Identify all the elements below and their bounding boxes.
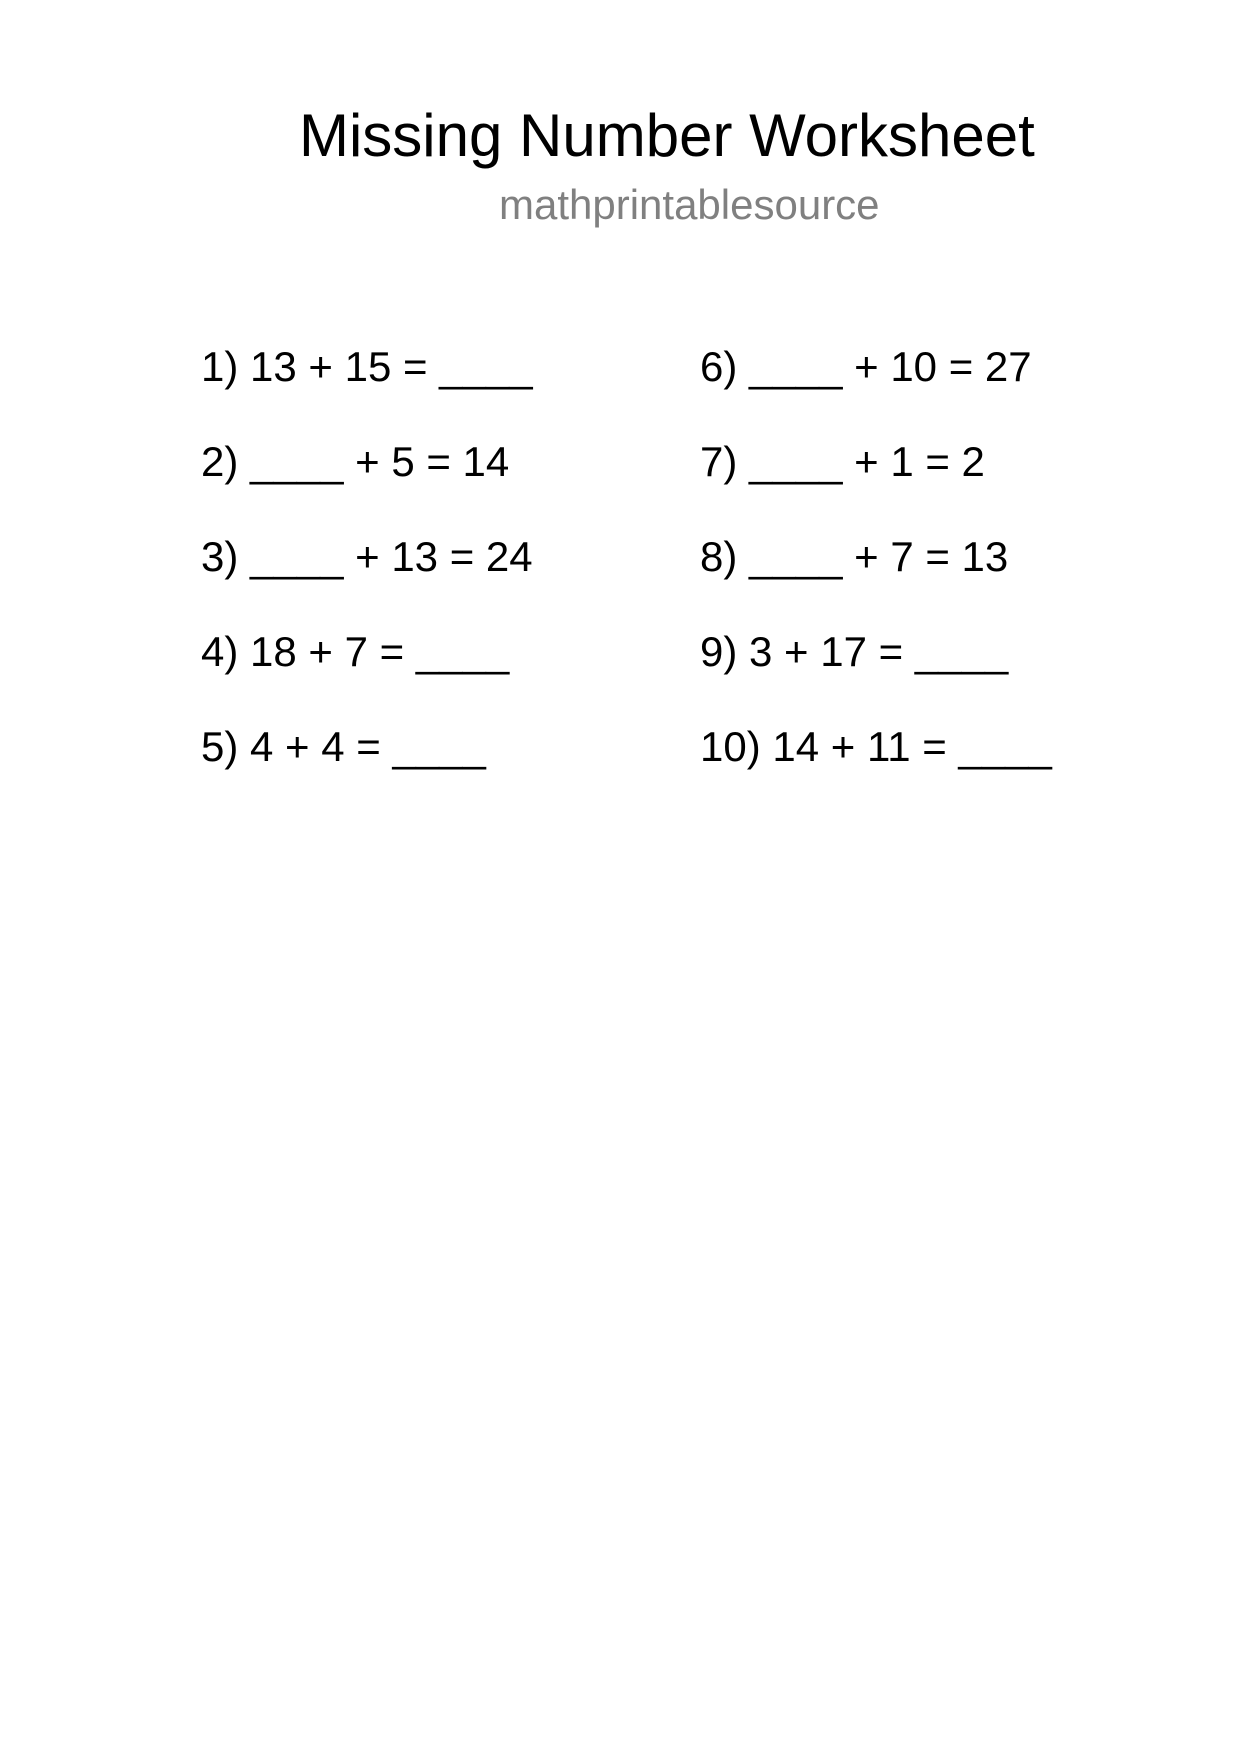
worksheet-subtitle: mathprintablesource <box>499 181 880 228</box>
problem-6: 6) ____ + 10 = 27 <box>700 343 1032 390</box>
problem-1: 1) 13 + 15 = ____ <box>201 343 533 390</box>
problem-10: 10) 14 + 11 = ____ <box>700 723 1052 770</box>
problem-4: 4) 18 + 7 = ____ <box>201 628 510 675</box>
problem-2: 2) ____ + 5 = 14 <box>201 438 510 485</box>
problem-8: 8) ____ + 7 = 13 <box>700 533 1009 580</box>
worksheet-title: Missing Number Worksheet <box>299 102 1035 169</box>
problems-column-right <box>700 342 1052 817</box>
problem-5: 5) 4 + 4 = ____ <box>201 723 486 770</box>
problem-9: 9) 3 + 17 = ____ <box>700 628 1009 675</box>
problems-column-left <box>201 342 533 817</box>
problem-7: 7) ____ + 1 = 2 <box>700 438 985 485</box>
problem-3: 3) ____ + 13 = 24 <box>201 533 533 580</box>
